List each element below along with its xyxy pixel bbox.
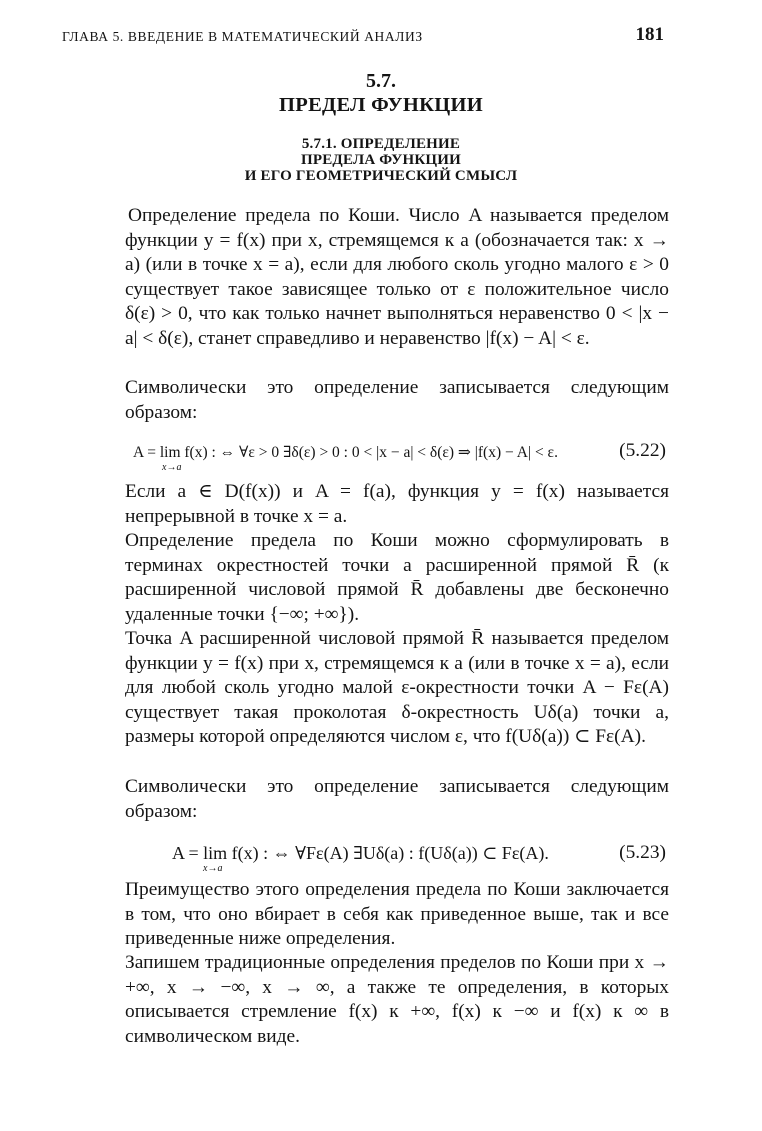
- paragraph-neighbourhoods: Определение предела по Коши можно сформулировать в терминах окрестностей точки a расширенной прямой R̄ (к расширенной числовой прямой R̄ добавлены две бесконечно удаленные точки {−∞; +∞}).: [125, 530, 669, 625]
- formula-5-23-limit-subscript: x→a: [203, 863, 223, 874]
- running-title: ГЛАВА 5. ВВЕДЕНИЕ В МАТЕМАТИЧЕСКИЙ АНАЛИЗ: [62, 29, 423, 44]
- formula-5-22-limit-subscript: x→a: [162, 462, 182, 473]
- section-title: ПРЕДЕЛ ФУНКЦИИ: [279, 94, 483, 116]
- paragraph-cauchy-definition: Определение предела по Коши. Число A называется пределом функции y = f(x) при x, стремящемся к a (обозначается так: x → a) (или в точке x = a), если для любого сколь угодно малого ε > 0 существует такое зависящее только от ε положительное число δ(ε) > 0, что как только начнет выполняться неравенство 0 < |x − a| < δ(ε), станет справедливо и неравенство |f(x) − A| < ε.: [125, 205, 669, 349]
- equation-number-5-22: (5.22): [619, 440, 666, 461]
- paragraph-continuity: Если a ∈ D(f(x)) и A = f(a), функция y = f(x) называется непрерывной в точке x = a.: [125, 481, 669, 527]
- section-number: 5.7.: [366, 70, 396, 92]
- formula-5-23: A = lim f(x) : ⇔ ∀Fε(A) ∃Uδ(a) : f(Uδ(a)) ⊂ Fε(A).: [172, 843, 549, 863]
- paragraph-symbolic-intro-2: Символически это определение записывается следующим образом:: [125, 776, 669, 822]
- formula-5-22: A = lim f(x) : ⇔ ∀ε > 0 ∃δ(ε) > 0 : 0 < |x − a| < δ(ε) ⇒ |f(x) − A| < ε.: [133, 444, 558, 461]
- paragraph-traditional-definitions: Запишем традиционные определения пределов по Коши при x → +∞, x → −∞, x → ∞, а также те определения, в которых описывается стремление f(x) к +∞, f(x) к −∞ и f(x) к ∞ в символическом виде.: [125, 952, 669, 1047]
- equation-number-5-23: (5.23): [619, 842, 666, 863]
- paragraph-extended-line-limit: Точка A расширенной числовой прямой R̄ называется пределом функции y = f(x) при x, стремящемся к a (или в точке x = a), если для любой сколь угодно малой ε-окрестности точки A − Fε(A) существует такая проколотая δ-окрестность Uδ(a) точки a, размеры которой определяются числом ε, что f(Uδ(a)) ⊂ Fε(A).: [125, 628, 669, 748]
- paragraph-symbolic-intro-1: Символически это определение записывается следующим образом:: [125, 377, 669, 423]
- page-number: 181: [635, 24, 664, 45]
- subsection-title-line3: И ЕГО ГЕОМЕТРИЧЕСКИЙ СМЫСЛ: [244, 168, 518, 184]
- page-header: [62, 24, 664, 50]
- paragraph-advantage: Преимущество этого определения предела по Коши заключается в том, что оно вбирает в себя как приведенное выше, так и все приведенные ниже определения.: [125, 879, 669, 950]
- subsection-title-line2: ПРЕДЕЛА ФУНКЦИИ: [300, 152, 462, 168]
- subsection-title-line1: 5.7.1. ОПРЕДЕЛЕНИЕ: [301, 136, 461, 152]
